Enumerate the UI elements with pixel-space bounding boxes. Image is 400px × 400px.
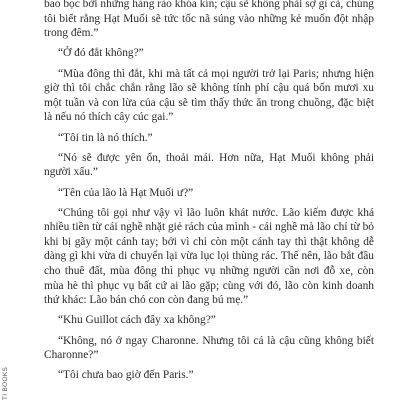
paragraph-dialogue: “Mùa đông thì đắt, khi mà tất cả mọi người trở lại Paris; nhưng hiện giờ thì tôi chắc chắn rằng lão sẽ không tính phí cậu quá bốn mươi xu một tuần và con lừa của cậu sẽ tìm thấy thức ăn trong chuồng, đặc biệt là nếu nó thích cây cúc gai.” [44,67,374,124]
paragraph-dialogue: “Tên của lão là Hạt Muối ư?” [58,186,194,199]
publisher-spine-mark [2,366,12,400]
spine-text: TI BOOKS [2,366,9,400]
paragraph-dialogue: “Khu Guillot cách đây xa không?” [58,314,216,327]
paragraph-dialogue: “Không, nó ở ngay Charonne. Nhưng tôi cá là cậu cũng không biết Charonne?” [44,334,374,362]
paragraph-dialogue: “Ở đó đắt không?” [58,47,144,60]
paragraph-dialogue: “Nó sẽ được yên ổn, thoải mái. Hơn nữa, Hạt Muối không phải người xấu.” [44,151,374,179]
paragraph-dialogue: “Chúng tôi gọi như vậy vì lão luôn khát nước. Lão kiếm được khá nhiều tiền từ cái nghề nhặt giẻ rách của mình - cái nghề mà lão chỉ từ bỏ khi bị gãy một cánh tay; bởi vì chỉ còn một cánh tay thì thật không dễ dàng gì khi vừa di chuyển lại vừa lục lọi thùng rác. Thế nên, lão bắt đầu cho thuê đất, mùa đông thì phục vụ những người cần nơi đỗ xe, còn mùa hè thì phục vụ bất cứ ai lão gặp; cùng với đó, lão còn kinh doanh thứ khác: Lão bán chó con còn đang bú mẹ.” [44,206,374,307]
paragraph-dialogue: “Tôi chưa bao giờ đến Paris.” [58,369,194,382]
body-text [44,0,374,383]
paragraph-dialogue: “Tôi tin là nó thích.” [58,131,153,144]
paragraph-continued: bao bọc bởi những hàng rào khóa kín; cậu sẽ không phải sợ gì cả, chúng tôi biết rằng Hạt Muối sẽ tức tốc nã súng vào những kẻ muốn đột nhập trong đêm.” [44,0,374,40]
